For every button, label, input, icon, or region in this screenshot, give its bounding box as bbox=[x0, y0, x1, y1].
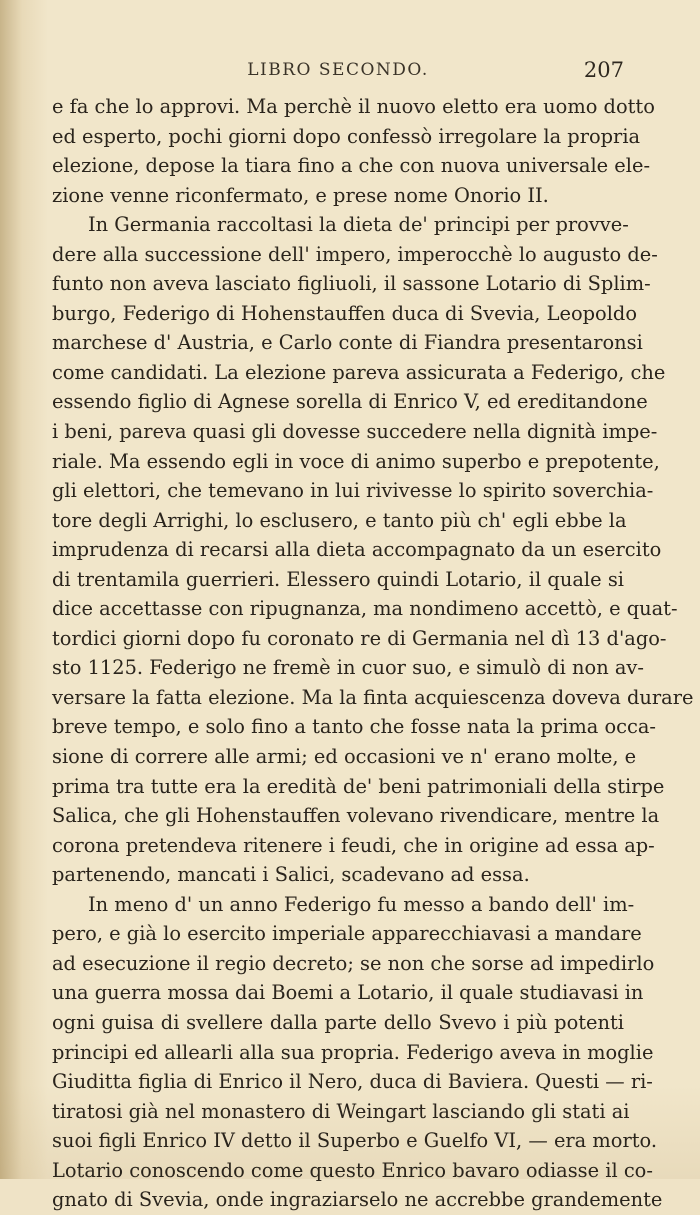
text-line: tordici giorni dopo fu coronato re di Germania nel dì 13 d'ago- bbox=[52, 626, 667, 650]
text-line: tore degli Arrighi, lo esclusero, e tanto più ch' egli ebbe la bbox=[52, 508, 627, 532]
text-line: pero, e già lo esercito imperiale apparecchiavasi a mandare bbox=[52, 922, 642, 946]
text-line: burgo, Federigo di Hohenstauffen duca di Svevia, Leopoldo bbox=[52, 301, 637, 325]
text-line: gli elettori, che temevano in lui rivivesse lo spirito soverchia- bbox=[52, 479, 654, 503]
text-line: zione venne riconfermato, e prese nome Onorio II. bbox=[52, 183, 549, 207]
text-line: In Germania raccoltasi la dieta de' principi per provve- bbox=[88, 213, 629, 237]
text-line: marchese d' Austria, e Carlo conte di Fiandra presentaronsi bbox=[52, 331, 643, 355]
text-line: di trentamila guerrieri. Elessero quindi Lotario, il quale si bbox=[52, 567, 624, 591]
text-line: prima tra tutte era la eredità de' beni patrimoniali della stirpe bbox=[52, 774, 665, 798]
text-line: Giuditta figlia di Enrico il Nero, duca di Baviera. Questi — ri- bbox=[52, 1070, 653, 1094]
text-line: breve tempo, e solo fino a tanto che fosse nata la prima occa- bbox=[52, 715, 656, 739]
text-line: corona pretendeva ritenere i feudi, che in origine ad essa ap- bbox=[52, 833, 655, 857]
text-line: tiratosi già nel monastero di Weingart lasciando gli stati ai bbox=[52, 1099, 630, 1123]
text-line: suoi figli Enrico IV detto il Superbo e Guelfo VI, — era morto. bbox=[52, 1129, 658, 1153]
text-line: principi ed allearli alla sua propria. Federigo aveva in moglie bbox=[52, 1040, 654, 1064]
text-line: ogni guisa di svellere dalla parte dello Svevo i più potenti bbox=[52, 1010, 624, 1034]
text-line: come candidati. La elezione pareva assicurata a Federigo, che bbox=[52, 360, 666, 384]
text-line: riale. Ma essendo egli in voce di animo superbo e prepotente, bbox=[52, 449, 660, 473]
text-line: Lotario conoscendo come questo Enrico bavaro odiasse il co- bbox=[52, 1158, 653, 1182]
text-line: dere alla successione dell' impero, imperocchè lo augusto de- bbox=[52, 242, 658, 266]
text-line: una guerra mossa dai Boemi a Lotario, il quale studiavasi in bbox=[52, 981, 644, 1005]
text-line: elezione, depose la tiara fino a che con nuova universale ele- bbox=[52, 154, 650, 178]
text-line: gnato di Svevia, onde ingraziarselo ne accrebbe grandemente bbox=[52, 1188, 663, 1212]
text-line: Salica, che gli Hohenstauffen volevano rivendicare, mentre la bbox=[52, 804, 660, 828]
page-number: 207 bbox=[583, 58, 624, 82]
text-line: In meno d' un anno Federigo fu messo a bando dell' im- bbox=[88, 892, 635, 916]
text-line: funto non aveva lasciato figliuoli, il sassone Lotario di Splim- bbox=[52, 272, 651, 296]
text-line: sto 1125. Federigo ne fremè in cuor suo, e simulò di non av- bbox=[52, 656, 644, 680]
text-line: sione di correre alle armi; ed occasioni ve n' erano molte, e bbox=[52, 745, 637, 769]
text-line: partenendo, mancati i Salici, scadevano ad essa. bbox=[52, 863, 530, 887]
running-title: LIBRO SECONDO. bbox=[247, 60, 429, 80]
text-line: essendo figlio di Agnese sorella di Enrico V, ed ereditandone bbox=[52, 390, 648, 414]
page-header bbox=[52, 58, 624, 88]
text-line: dice accettasse con ripugnanza, ma nondimeno accettò, e quat- bbox=[52, 597, 678, 621]
text-line: ed esperto, pochi giorni dopo confessò irregolare la propria bbox=[52, 124, 641, 148]
body-text bbox=[52, 92, 694, 1215]
text-line: ad esecuzione il regio decreto; se non che sorse ad impedirlo bbox=[52, 951, 655, 975]
text-line: i beni, pareva quasi gli dovesse succedere nella dignità impe- bbox=[52, 420, 658, 444]
text-line: imprudenza di recarsi alla dieta accompagnato da un esercito bbox=[52, 538, 662, 562]
text-line: versare la fatta elezione. Ma la finta acquiescenza doveva durare bbox=[52, 685, 694, 709]
text-line: e fa che lo approvi. Ma perchè il nuovo eletto era uomo dotto bbox=[52, 95, 655, 118]
